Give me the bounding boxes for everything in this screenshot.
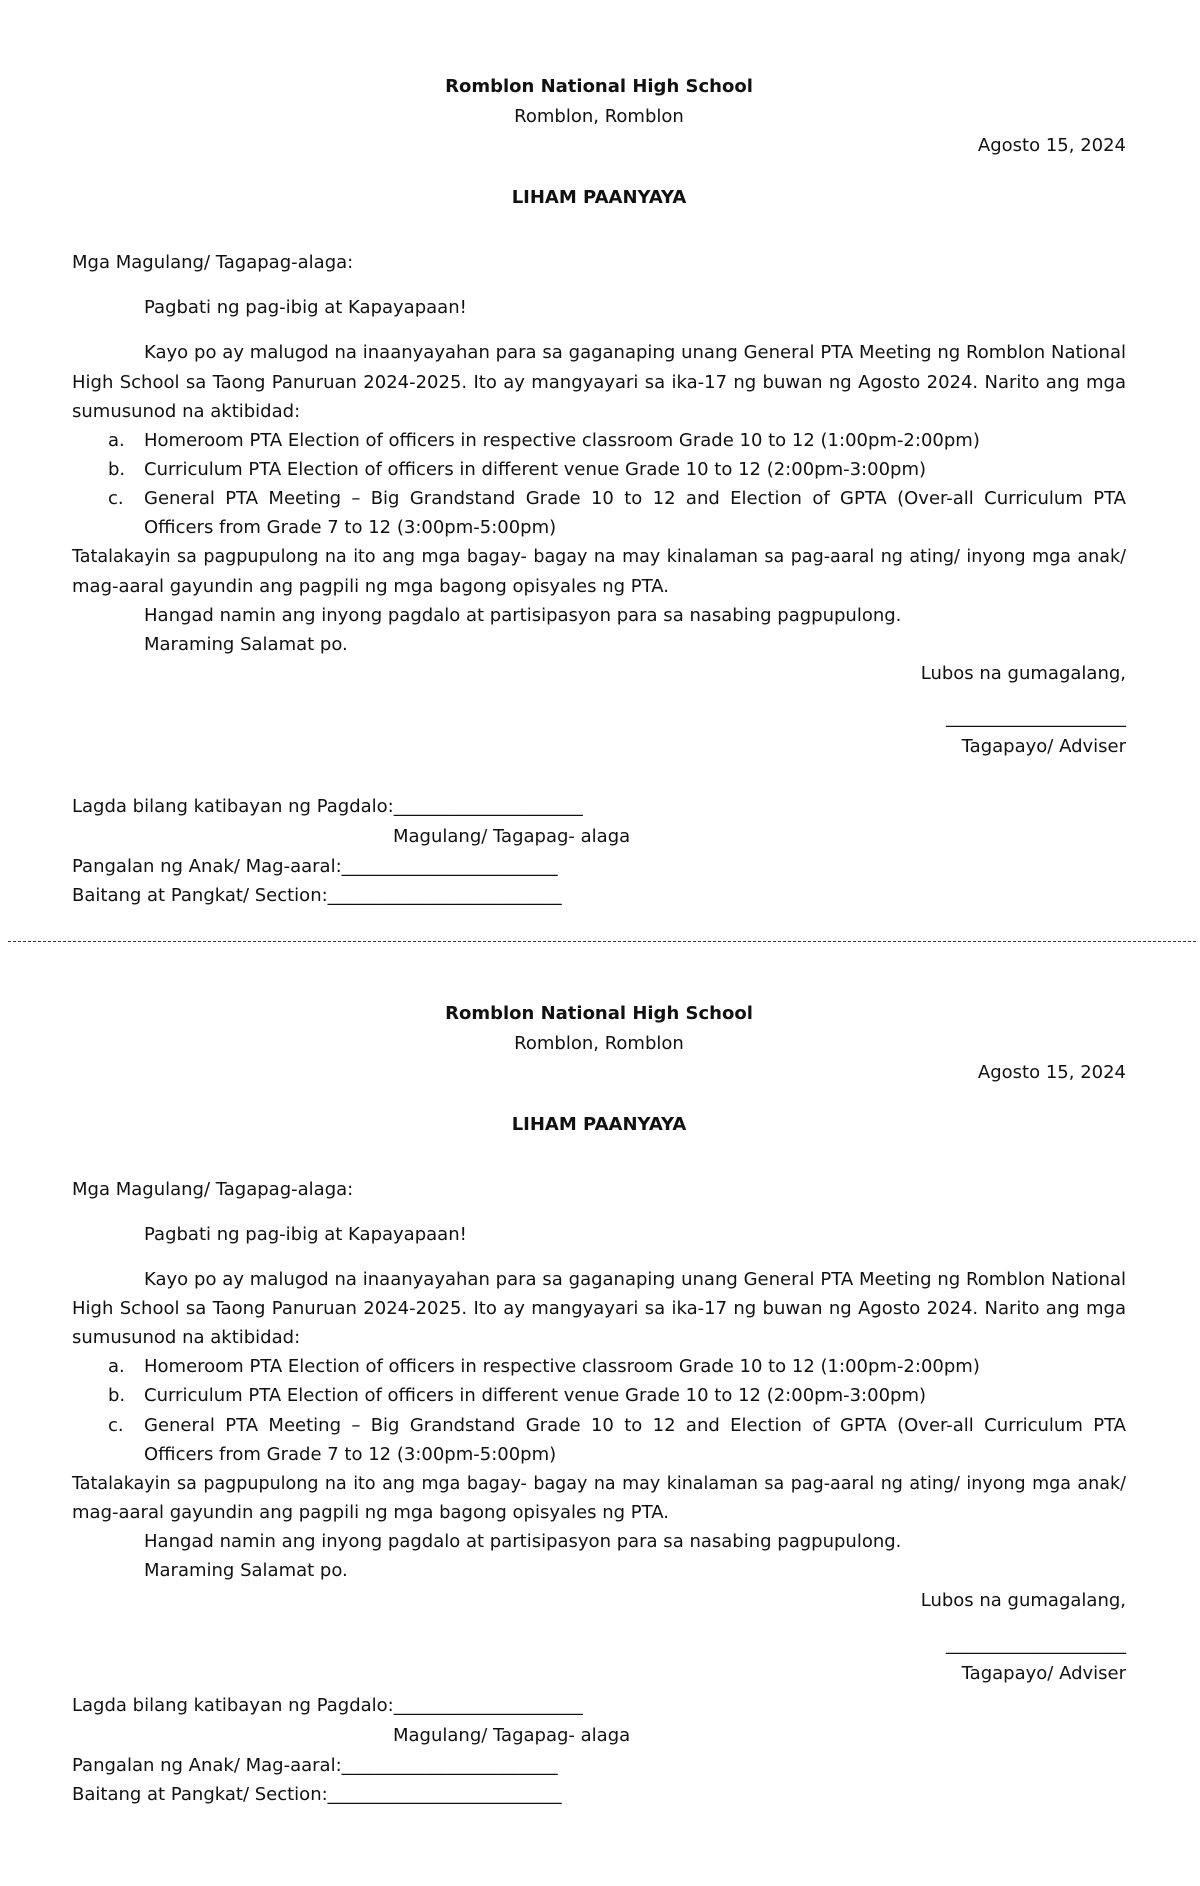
body-line: sumusunod na aktibidad: [72, 1327, 301, 1348]
body-line: High School sa Taong Panuruan 2024-2025. Ito ay mangyayari sa ika-17 ng buwan ng Agosto 2024. Narito ang mga [72, 1298, 1126, 1319]
list-marker: b. [108, 1385, 126, 1406]
discussion-line: mag-aaral gayundin ang pagpili ng mga bagong opisyales ng PTA. [72, 1502, 669, 1523]
body-line: Kayo po ay malugod na inaanyayahan para sa gaganaping unang General PTA Meeting ng Romblon National [144, 342, 1126, 363]
closing: Lubos na gumagalang, [920, 663, 1126, 684]
body-line: High School sa Taong Panuruan 2024-2025. Ito ay mangyayari sa ika-17 ng buwan ng Agosto 2024. Narito ang mga [72, 372, 1126, 393]
thanks-line: Maraming Salamat po. [144, 634, 348, 655]
thanks-line: Maraming Salamat po. [144, 1560, 348, 1581]
attendance-signature-field: Lagda bilang katibayan ng Pagdalo:_____________________ [72, 1695, 583, 1716]
school-address: Romblon, Romblon [514, 106, 684, 127]
signatory: Tagapayo/ Adviser [961, 736, 1126, 757]
list-item: Homeroom PTA Election of officers in respective classroom Grade 10 to 12 (1:00pm-2:00pm) [144, 430, 980, 451]
list-item: Curriculum PTA Election of officers in different venue Grade 10 to 12 (2:00pm-3:00pm) [144, 1385, 927, 1406]
student-name-field: Pangalan ng Anak/ Mag-aaral:________________________ [72, 1755, 558, 1776]
letter-title: LIHAM PAANYAYA [511, 1114, 687, 1135]
school-address: Romblon, Romblon [514, 1033, 684, 1054]
list-marker: c. [108, 1415, 124, 1436]
greeting: Pagbati ng pag-ibig at Kapayapaan! [144, 1224, 467, 1245]
attendance-caption: Magulang/ Tagapag- alaga [393, 1725, 631, 1746]
closing: Lubos na gumagalang, [920, 1590, 1126, 1611]
letter-date: Agosto 15, 2024 [977, 135, 1126, 156]
invitation-letter [72, 927, 1126, 1827]
list-item: Homeroom PTA Election of officers in respective classroom Grade 10 to 12 (1:00pm-2:00pm) [144, 1356, 980, 1377]
list-item: Officers from Grade 7 to 12 (3:00pm-5:00pm) [144, 1444, 557, 1465]
attendance-caption: Magulang/ Tagapag- alaga [393, 826, 631, 847]
hope-line: Hangad namin ang inyong pagdalo at partisipasyon para sa nasabing pagpupulong. [144, 1531, 902, 1552]
list-item: Officers from Grade 7 to 12 (3:00pm-5:00pm) [144, 517, 557, 538]
greeting: Pagbati ng pag-ibig at Kapayapaan! [144, 297, 467, 318]
list-marker: a. [108, 430, 125, 451]
signature-line: ____________________ [946, 1634, 1126, 1655]
school-name: Romblon National High School [445, 76, 753, 97]
discussion-line: Tatalakayin sa pagpupulong na ito ang mga bagay- bagay na may kinalaman sa pag-aaral ng ating/ inyong mga anak/ [72, 547, 1126, 567]
grade-section-field: Baitang at Pangkat/ Section:__________________________ [72, 885, 562, 906]
invitation-letter [72, 0, 1126, 906]
list-marker: c. [108, 488, 124, 509]
letter-title: LIHAM PAANYAYA [511, 187, 687, 208]
salutation: Mga Magulang/ Tagapag-alaga: [72, 1179, 354, 1200]
list-marker: b. [108, 459, 126, 480]
body-line: Kayo po ay malugod na inaanyayahan para sa gaganaping unang General PTA Meeting ng Romblon National [144, 1269, 1126, 1290]
signatory: Tagapayo/ Adviser [961, 1663, 1126, 1684]
list-item: Curriculum PTA Election of officers in different venue Grade 10 to 12 (2:00pm-3:00pm) [144, 459, 927, 480]
discussion-line: mag-aaral gayundin ang pagpili ng mga bagong opisyales ng PTA. [72, 576, 669, 597]
list-marker: a. [108, 1356, 125, 1377]
list-item: General PTA Meeting – Big Grandstand Grade 10 to 12 and Election of GPTA (Over-all Curriculum PTA [144, 1415, 1126, 1436]
signature-line: ____________________ [946, 707, 1126, 728]
list-item: General PTA Meeting – Big Grandstand Grade 10 to 12 and Election of GPTA (Over-all Curriculum PTA [144, 488, 1126, 509]
hope-line: Hangad namin ang inyong pagdalo at partisipasyon para sa nasabing pagpupulong. [144, 605, 902, 626]
attendance-signature-field: Lagda bilang katibayan ng Pagdalo:_____________________ [72, 796, 583, 817]
salutation: Mga Magulang/ Tagapag-alaga: [72, 252, 354, 273]
grade-section-field: Baitang at Pangkat/ Section:__________________________ [72, 1784, 562, 1805]
body-line: sumusunod na aktibidad: [72, 401, 301, 422]
school-name: Romblon National High School [445, 1003, 753, 1024]
letter-date: Agosto 15, 2024 [977, 1062, 1126, 1083]
discussion-line: Tatalakayin sa pagpupulong na ito ang mga bagay- bagay na may kinalaman sa pag-aaral ng ating/ inyong mga anak/ [72, 1474, 1126, 1494]
student-name-field: Pangalan ng Anak/ Mag-aaral:________________________ [72, 856, 558, 877]
